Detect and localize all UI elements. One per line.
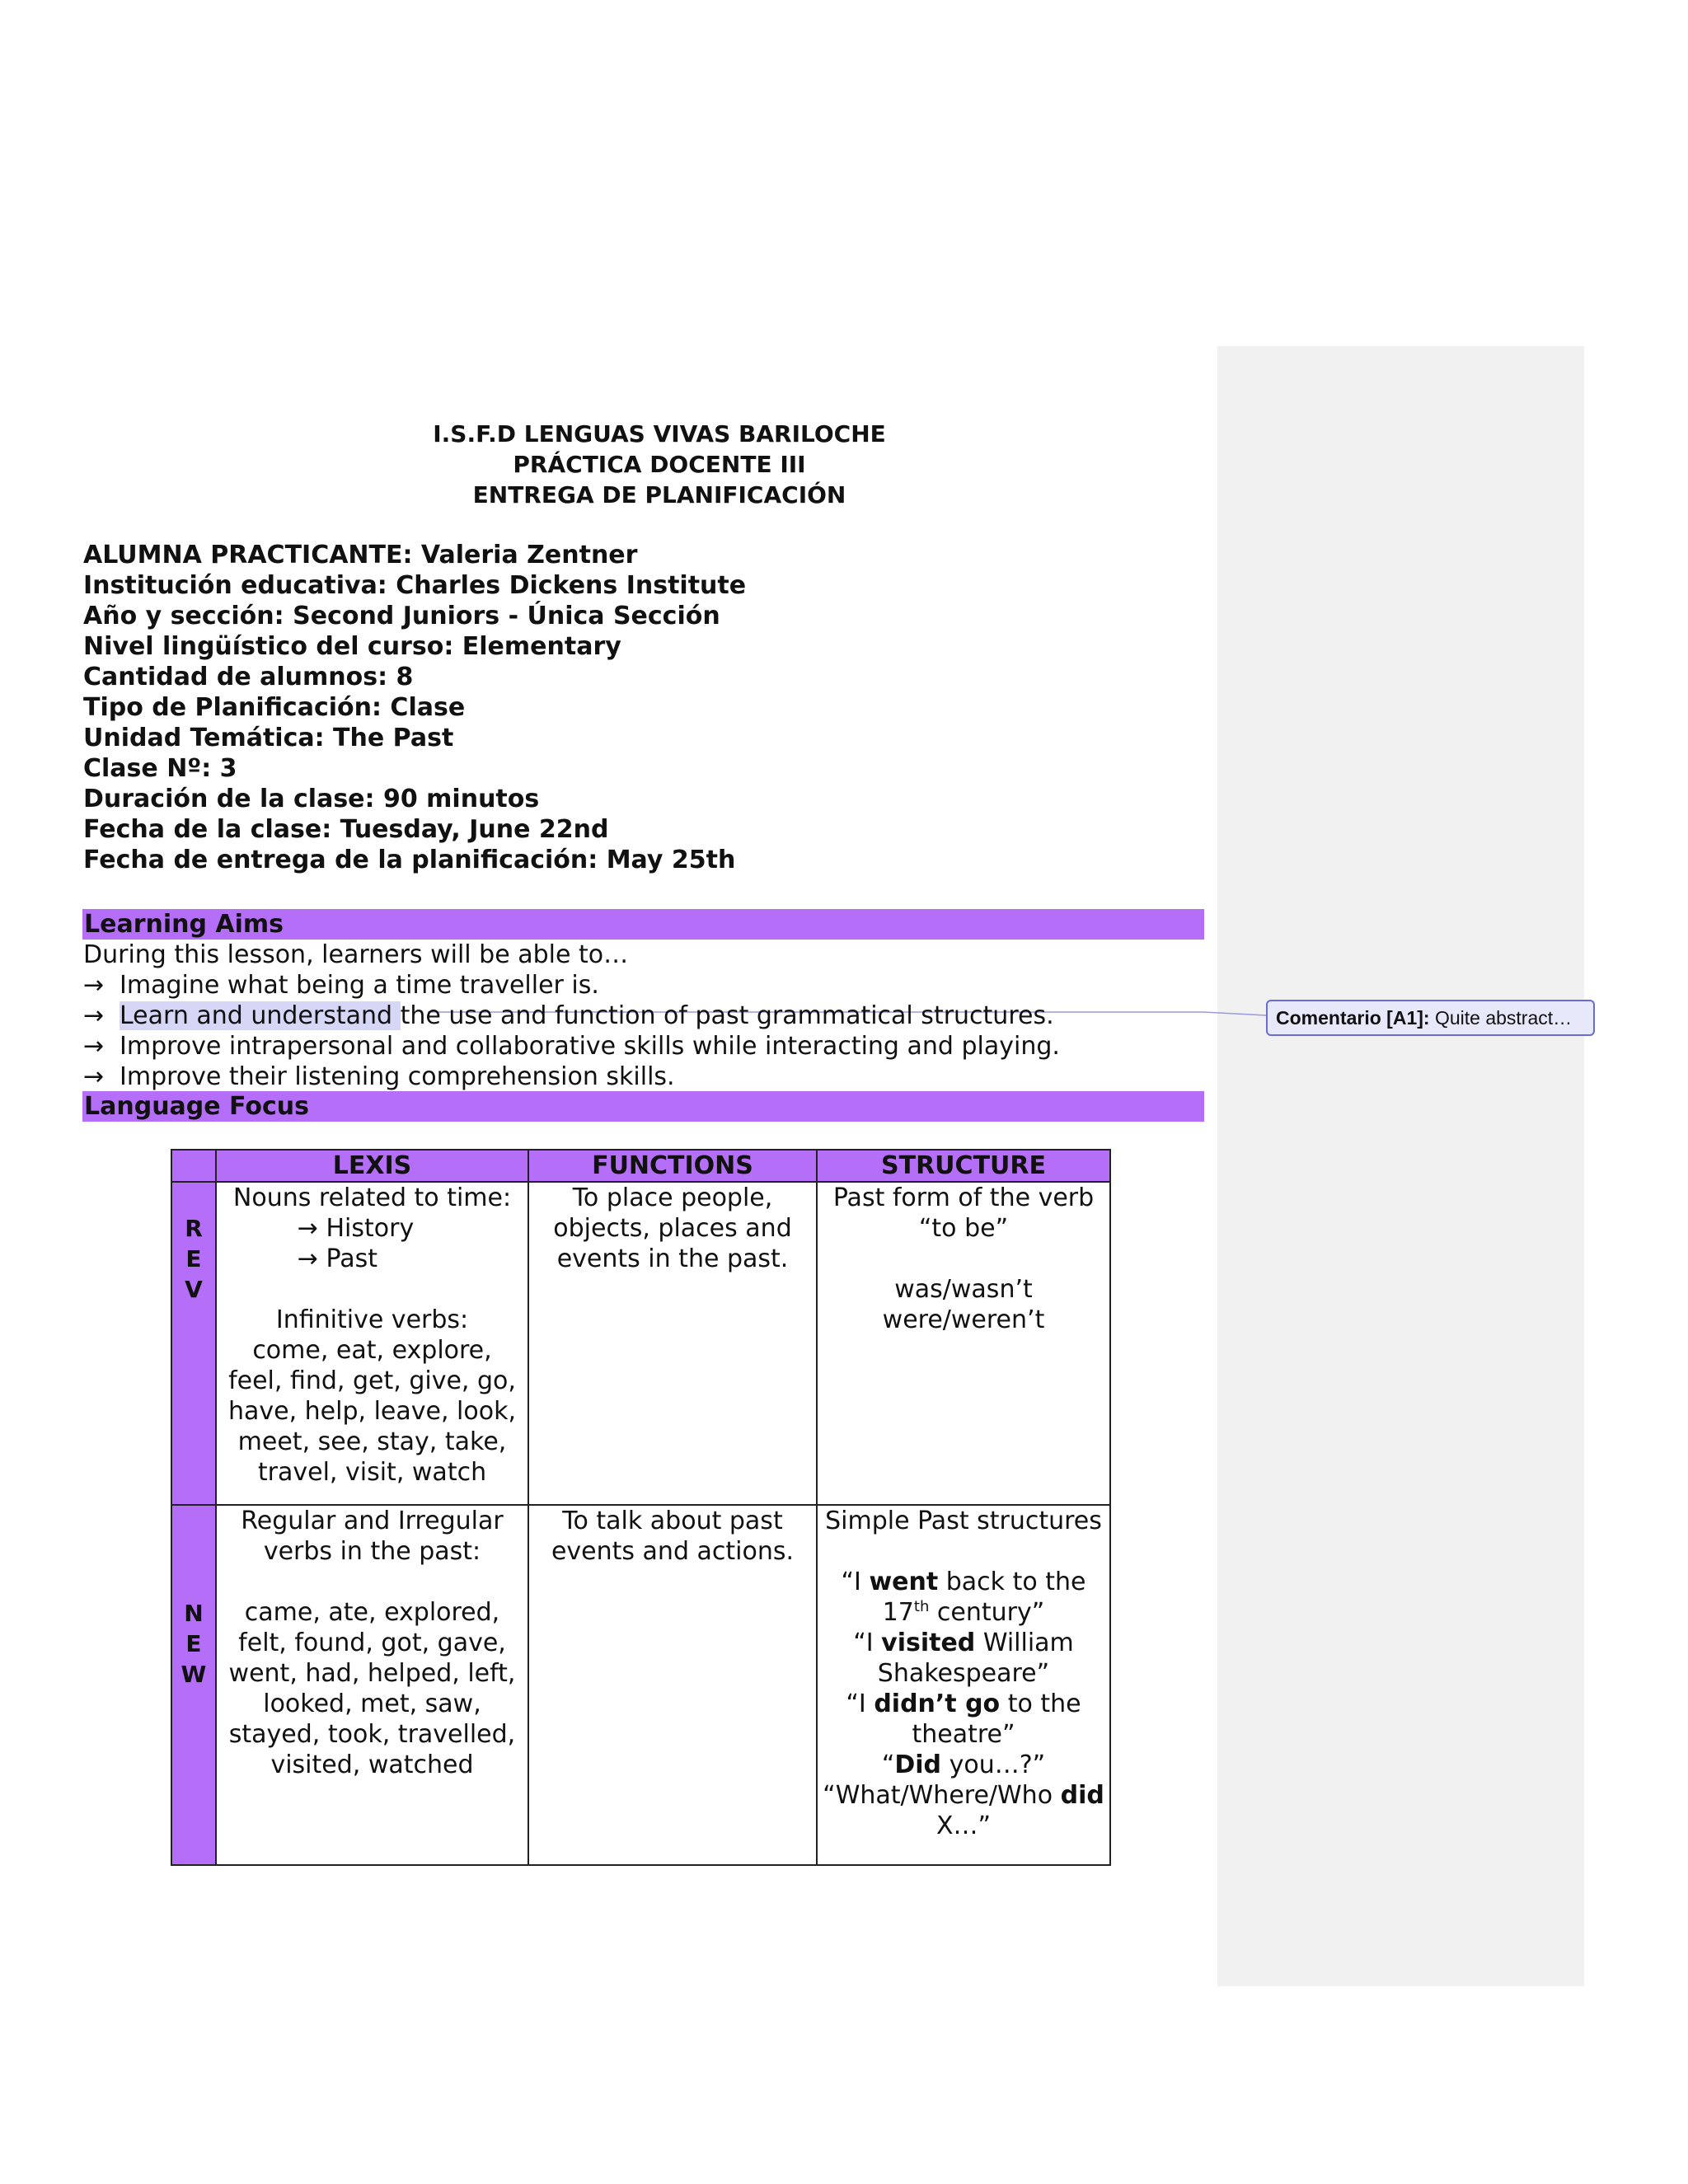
aim-item: → Improve intrapersonal and collaborative skills while interacting and playing.: [83, 1032, 1060, 1061]
table-row-new: [171, 1505, 1110, 1865]
header-title: ENTREGA DE PLANIFICACIÓN: [472, 481, 846, 509]
example-4: “Did you…?”: [881, 1750, 1046, 1779]
corner-cell: [171, 1150, 216, 1182]
table-header-row: [171, 1150, 1110, 1182]
header-course: PRÁCTICA DOCENTE III: [513, 451, 806, 478]
learning-aims-intro: During this lesson, learners will be able to…: [83, 940, 629, 969]
info-institution: Institución educativa: Charles Dickens Institute: [83, 571, 747, 600]
rev-functions-cell: To place people, objects, places and events in the past.: [528, 1182, 817, 1505]
language-focus-heading: Language Focus: [82, 1091, 1204, 1122]
example-1: “I went back to the 17th century”: [841, 1568, 1086, 1627]
info-students-count: Cantidad de alumnos: 8: [83, 663, 414, 691]
comment-balloon[interactable]: [1266, 1000, 1595, 1036]
header-functions: FUNCTIONS: [528, 1150, 817, 1182]
comment-label: Comentario [A1]:: [1276, 1007, 1430, 1029]
commented-text-highlight[interactable]: Learn and understand: [120, 1001, 401, 1030]
header-institution: I.S.F.D LENGUAS VIVAS BARILOCHE: [433, 420, 886, 448]
arrow-icon: →: [83, 1032, 105, 1061]
rev-structure-cell: Past form of the verb “to be” was/wasn’t were/weren’t: [817, 1182, 1110, 1505]
arrow-icon: →: [83, 1062, 105, 1091]
language-focus-table: [171, 1149, 1111, 1866]
info-student: ALUMNA PRACTICANTE: Valeria Zentner: [83, 541, 638, 569]
arrow-icon: →: [83, 971, 105, 1000]
example-5: “What/Where/Who did X…”: [823, 1781, 1104, 1840]
new-lexis-cell: Regular and Irregular verbs in the past: came, ate, explored, felt, found, got, gave, went, had, helped, left, looked, met, saw, stayed, took, travelled, visited, watched: [216, 1505, 528, 1865]
info-level: Nivel lingüístico del curso: Elementary: [83, 632, 621, 661]
arrow-icon: →: [83, 1001, 105, 1030]
rev-lexis-cell: Nouns related to time: → History → Past Infinitive verbs: come, eat, explore, feel, find, get, give, go, have, help, leave, look, meet, see, stay, take, travel, visit, watch: [216, 1182, 528, 1505]
row-label-rev: R E V: [171, 1182, 216, 1505]
student-info: [83, 540, 746, 875]
info-year-section: Año y sección: Second Juniors - Única Sección: [83, 602, 720, 630]
new-structure-cell: Simple Past structures “I went back to the 17th century” “I visited William Shakespeare” “I didn’t go to the theatre” “Did you…?” “What/Where/Who did X…”: [817, 1505, 1110, 1865]
info-delivery-date: Fecha de entrega de la planificación: May 25th: [83, 846, 736, 874]
arrow-icon: →: [297, 1214, 318, 1243]
info-unit: Unidad Temática: The Past: [83, 724, 454, 752]
lexis-item: → History: [297, 1214, 415, 1243]
arrow-icon: →: [297, 1244, 318, 1273]
aim-item: → Improve their listening comprehension skills.: [83, 1062, 675, 1091]
comment-margin: [1217, 346, 1584, 1986]
row-label-new: N E W: [171, 1505, 216, 1865]
info-class-number: Clase Nº: 3: [83, 754, 237, 783]
new-functions-cell: To talk about past events and actions.: [528, 1505, 817, 1865]
aim-item: → Imagine what being a time traveller is.: [83, 971, 599, 1000]
info-plan-type: Tipo de Planificación: Clase: [83, 693, 466, 722]
comment-text: Quite abstract…: [1429, 1007, 1573, 1029]
learning-aims-heading: Learning Aims: [82, 909, 1204, 940]
example-3: “I didn’t go to the theatre”: [846, 1690, 1081, 1749]
lexis-item: → Past: [297, 1244, 377, 1273]
header-lexis: LEXIS: [216, 1150, 528, 1182]
table-row-rev: [171, 1182, 1110, 1505]
info-duration: Duración de la clase: 90 minutos: [83, 785, 540, 813]
header-structure: STRUCTURE: [817, 1150, 1110, 1182]
learning-aims-list: [83, 940, 1060, 1092]
example-2: “I visited William Shakespeare”: [853, 1629, 1074, 1688]
info-class-date: Fecha de la clase: Tuesday, June 22nd: [83, 815, 609, 844]
aim-item: → Learn and understand the use and function of past grammatical structures.: [83, 1001, 1054, 1030]
